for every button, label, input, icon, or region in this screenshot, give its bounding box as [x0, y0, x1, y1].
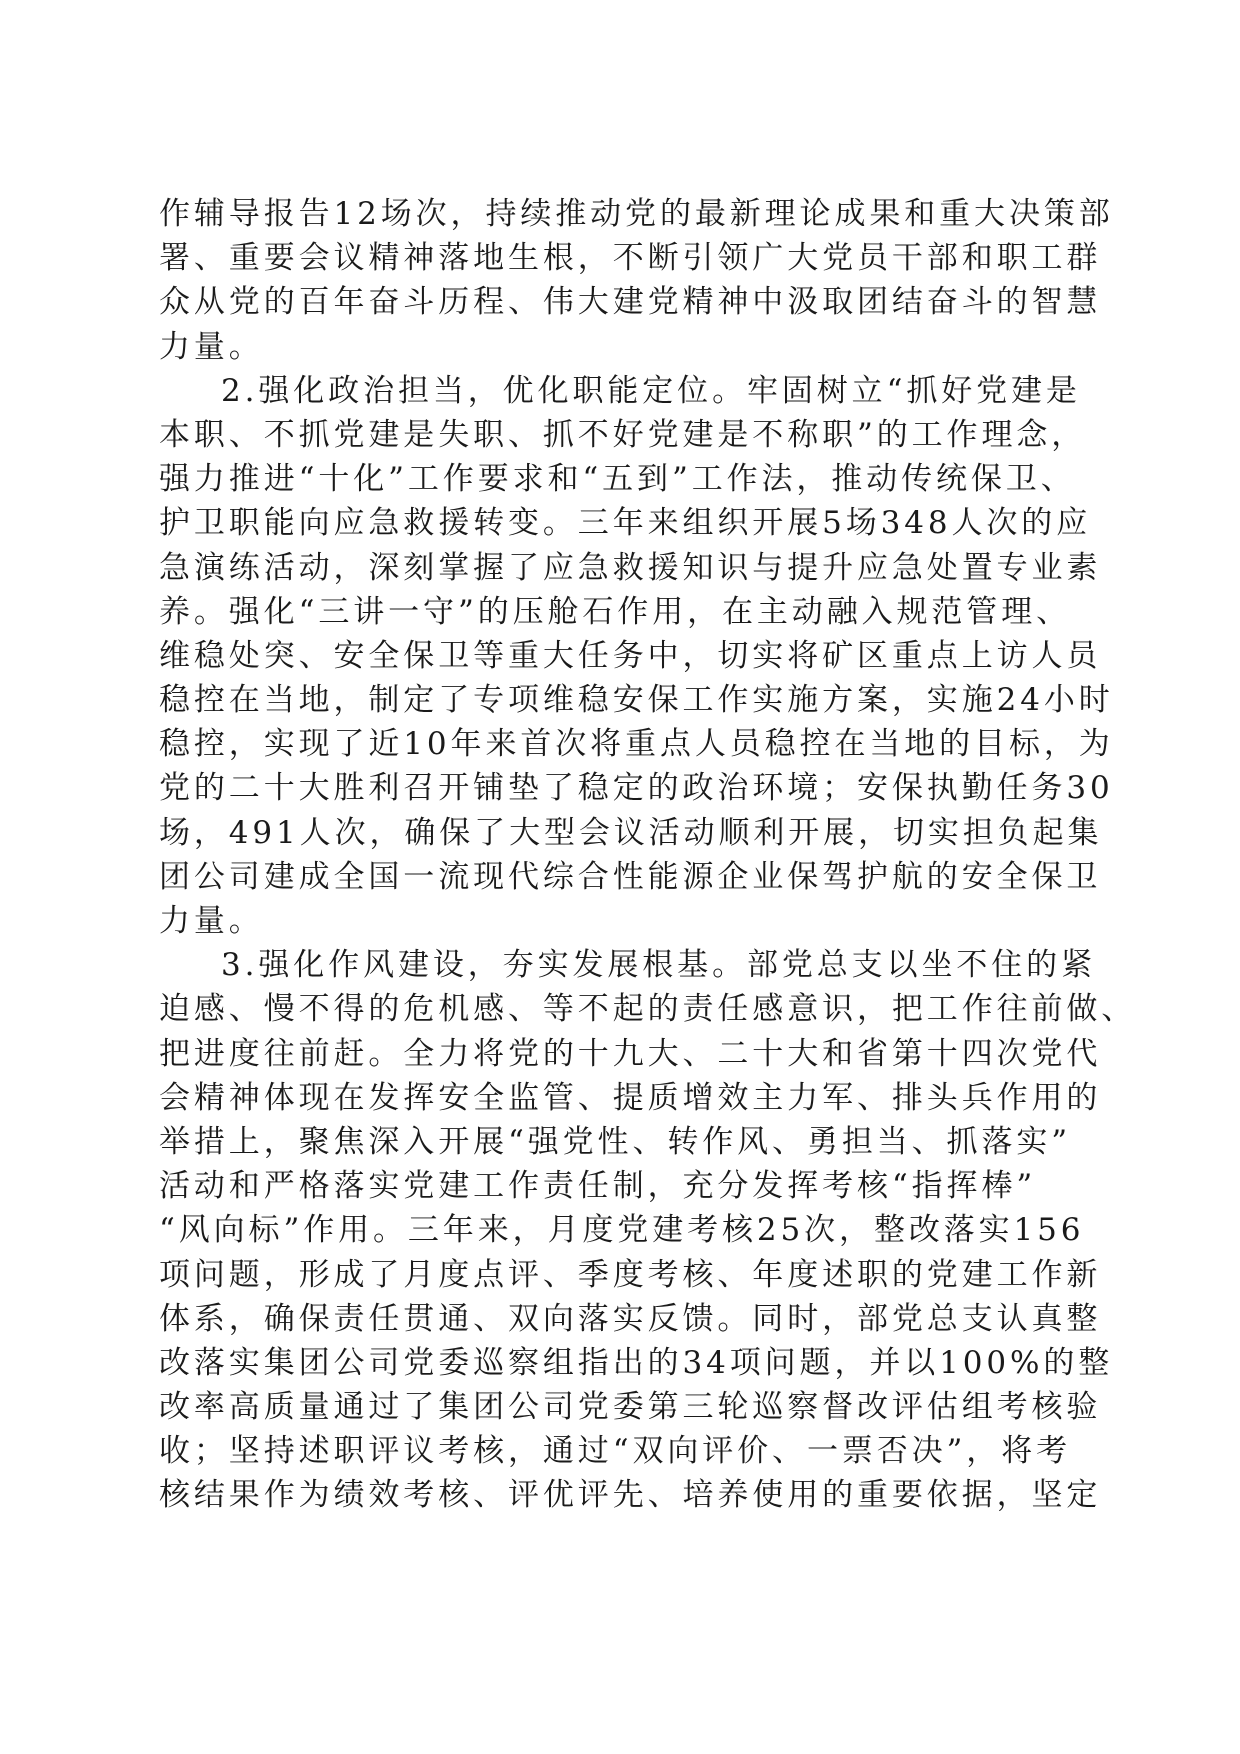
text-line: 本职、不抓党建是失职、抓不好党建是不称职”的工作理念， — [159, 416, 1087, 453]
text-line: 稳控，实现了近10年来首次将重点人员稳控在当地的目标，为 — [159, 726, 1114, 763]
text-line: 举措上，聚焦深入开展“强党性、转作风、勇担当、抓落实” — [159, 1123, 1071, 1160]
text-line: “风向标”作用。三年来，月度党建考核25次，整改落实156 — [159, 1212, 1085, 1249]
text-line: 改落实集团公司党委巡察组指出的34项问题，并以100%的整 — [159, 1344, 1114, 1381]
text-line: 迫感、慢不得的危机感、等不起的责任感意识，把工作往前做、 — [159, 991, 1137, 1028]
text-line: 护卫职能向应急救援转变。三年来组织开展5场348人次的应 — [159, 505, 1092, 542]
text-line: 活动和严格落实党建工作责任制，充分发挥考核“指挥棒” — [159, 1168, 1037, 1205]
text-line: 养。强化“三讲一守”的压舱石作用，在主动融入规范管理、 — [159, 593, 1071, 630]
text-line: 维稳处突、安全保卫等重大任务中，切实将矿区重点上访人员 — [159, 637, 1102, 674]
text-line: 团公司建成全国一流现代综合性能源企业保驾护航的安全保卫 — [159, 858, 1102, 895]
text-line: 收；坚持述职评议考核，通过“双向评价、一票否决”，将考 — [159, 1433, 1071, 1470]
paragraph-3-heading-line: 3.强化作风建设，夯实发展根基。部党总支以坐不住的紧 — [221, 947, 1096, 984]
text-line: 核结果作为绩效考核、评优评先、培养使用的重要依据，坚定 — [159, 1477, 1102, 1514]
text-line: 改率高质量通过了集团公司党委第三轮巡察督改评估组考核验 — [159, 1389, 1102, 1426]
text-line: 项问题，形成了月度点评、季度考核、年度述职的党建工作新 — [159, 1256, 1102, 1293]
text-line: 众从党的百年奋斗历程、伟大建党精神中汲取团结奋斗的智慧 — [159, 284, 1102, 321]
text-line: 署、重要会议精神落地生根，不断引领广大党员干部和职工群 — [159, 240, 1102, 277]
text-line: 会精神体现在发挥安全监管、提质增效主力军、排头兵作用的 — [159, 1079, 1102, 1116]
text-line: 力量。 — [159, 328, 264, 365]
text-line: 体系，确保责任贯通、双向落实反馈。同时，部党总支认真整 — [159, 1300, 1102, 1337]
body-text — [159, 192, 1137, 1518]
text-line: 稳控在当地，制定了专项维稳安保工作实施方案，实施24小时 — [159, 682, 1114, 719]
text-line: 场，491人次，确保了大型会议活动顺利开展，切实担负起集 — [159, 814, 1103, 851]
paragraph-2-heading-line: 2.强化政治担当，优化职能定位。牢固树立“抓好党建是 — [221, 372, 1081, 409]
text-line: 把进度往前赶。全力将党的十九大、二十大和省第十四次党代 — [159, 1035, 1102, 1072]
text-line: 作辅导报告12场次，持续推动党的最新理论成果和重大决策部 — [159, 196, 1114, 232]
text-line: 急演练活动，深刻掌握了应急救援知识与提升应急处置专业素 — [159, 549, 1102, 586]
text-line: 党的二十大胜利召开铺垫了稳定的政治环境；安保执勤任务30 — [159, 770, 1114, 807]
text-line: 力量。 — [159, 903, 264, 939]
text-line: 强力推进“十化”工作要求和“五到”工作法，推动传统保卫、 — [159, 461, 1076, 498]
